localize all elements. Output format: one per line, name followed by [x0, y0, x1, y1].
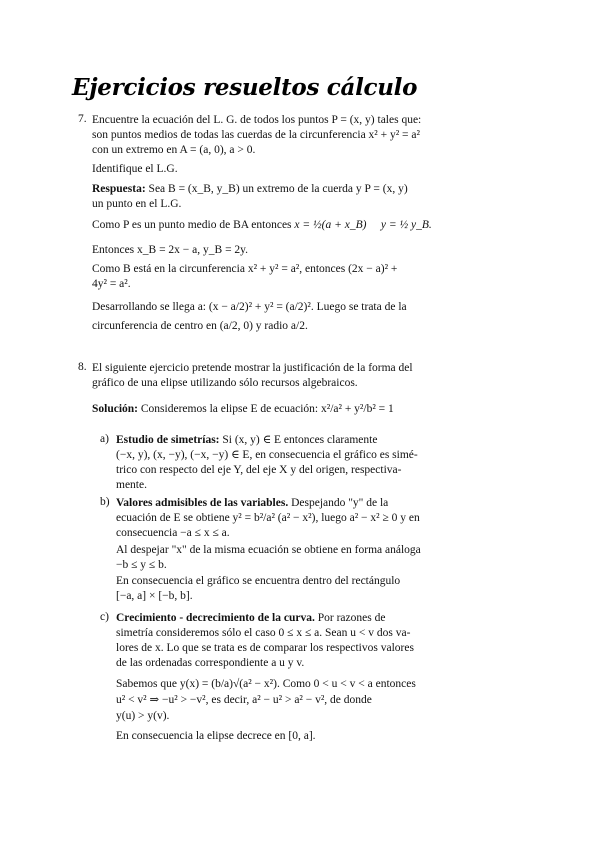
item-a: [116, 433, 558, 493]
item-c: [116, 611, 558, 671]
ex8-intro-line: gráfico de una elipse utilizando sólo recursos algebraicos.: [92, 377, 358, 389]
item-c-line: u² < v² ⇒ −u² > −v², es decir, a² − u² > a² − v², de donde: [116, 694, 372, 706]
ex7-statement-line: con un extremo en A = (a, 0), a > 0.: [92, 144, 256, 156]
item-b-line: Despejando "y" de la: [291, 497, 389, 509]
item-a-title: Estudio de simetrías:: [116, 434, 220, 446]
ex7-statement-line: son puntos medios de todas las cuerdas de la circunferencia x² + y² = a²: [92, 129, 420, 141]
ex7-midpoint-x: x = ½(a + x_B): [294, 219, 367, 231]
ex7-midpoint-y: y = ½ y_B.: [380, 219, 432, 231]
exercise-7-number: 7.: [78, 113, 87, 125]
item-b-line: Al despejar "x" de la misma ecuación se obtiene en forma análoga: [116, 544, 421, 556]
item-b-line: consecuencia −a ≤ x ≤ a.: [116, 527, 230, 539]
ex7-identify: Identifique el L.G.: [92, 163, 178, 175]
item-b-more: [116, 543, 558, 573]
item-b-label: b): [100, 496, 110, 508]
ex7-answer-line: un punto en el L.G.: [92, 198, 182, 210]
ex7-circle-line: 4y² = a².: [92, 278, 131, 290]
item-c-line: lores de x. Lo que se trata es de comparar los respectivos valores: [116, 642, 414, 654]
ex7-circle-line: Como B está en la circunferencia x² + y² = a², entonces (2x − a)² +: [92, 263, 398, 275]
ex8-intro-line: El siguiente ejercicio pretende mostrar la justificación de la forma del: [92, 362, 413, 374]
ex7-then: Entonces x_B = 2x − a, y_B = 2y.: [92, 244, 249, 256]
ex7-develop-line: circunferencia de centro en (a/2, 0) y radio a/2.: [92, 320, 308, 332]
item-a-line: mente.: [116, 479, 147, 491]
ex7-circle: [92, 262, 562, 292]
item-a-line: (−x, y), (x, −y), (−x, −y) ∈ E, en consecuencia el gráfico es simé-: [116, 449, 418, 461]
ex8-solution-text: Consideremos la elipse E de ecuación: x²/a² + y²/b² = 1: [140, 403, 394, 415]
exercise-7-statement: [92, 113, 562, 158]
item-b: [116, 496, 558, 541]
item-b-line: ecuación de E se obtiene y² = b²/a² (a² − x²), luego a² − x² ≥ 0 y en: [116, 512, 420, 524]
ex8-solution: [92, 402, 562, 417]
answer-label: Respuesta:: [92, 183, 146, 195]
ex7-midpoint: [92, 218, 562, 233]
exercise-8-number: 8.: [78, 361, 87, 373]
item-c-more: [116, 676, 558, 724]
item-b-line: −b ≤ y ≤ b.: [116, 559, 167, 571]
ex7-answer: [92, 182, 562, 212]
solution-label: Solución:: [92, 403, 139, 415]
item-c-line: de las ordenadas correspondiente a u y v.: [116, 657, 305, 669]
ex7-develop: [92, 298, 562, 336]
item-c-line: y(u) > y(v).: [116, 710, 170, 722]
item-c-line: Sabemos que y(x) = (b/a)√(a² − x²). Como 0 < u < v < a entonces: [116, 678, 416, 690]
item-a-line: trico con respecto del eje Y, del eje X y del origen, respectiva-: [116, 464, 402, 476]
item-b-rect: [116, 574, 558, 604]
item-b-title: Valores admisibles de las variables.: [116, 497, 289, 509]
item-a-label: a): [100, 433, 109, 445]
item-b-line: En consecuencia el gráfico se encuentra dentro del rectángulo: [116, 575, 401, 587]
item-c-title: Crecimiento - decrecimiento de la curva.: [116, 612, 315, 624]
ex7-develop-line: Desarrollando se llega a: (x − a/2)² + y² = (a/2)². Luego se trata de la: [92, 301, 407, 313]
exercise-8-intro: [92, 361, 562, 391]
item-c-line: Por razones de: [317, 612, 386, 624]
ex7-statement-line: Encuentre la ecuación del L. G. de todos los puntos P = (x, y) tales que:: [92, 114, 422, 126]
page-title: Ejercicios resueltos cálculo: [72, 74, 418, 101]
item-c-label: c): [100, 611, 109, 623]
ex7-midpoint-text: Como P es un punto medio de BA entonces: [92, 219, 292, 231]
item-c-conclusion: En consecuencia la elipse decrece en [0, a].: [116, 730, 316, 742]
item-c-line: simetría consideremos sólo el caso 0 ≤ x ≤ a. Sean u < v dos va-: [116, 627, 411, 639]
item-a-line: Si (x, y) ∈ E entonces claramente: [222, 434, 378, 446]
ex7-answer-line: Sea B = (x_B, y_B) un extremo de la cuerda y P = (x, y): [148, 183, 408, 195]
item-b-line: [−a, a] × [−b, b].: [116, 590, 193, 602]
